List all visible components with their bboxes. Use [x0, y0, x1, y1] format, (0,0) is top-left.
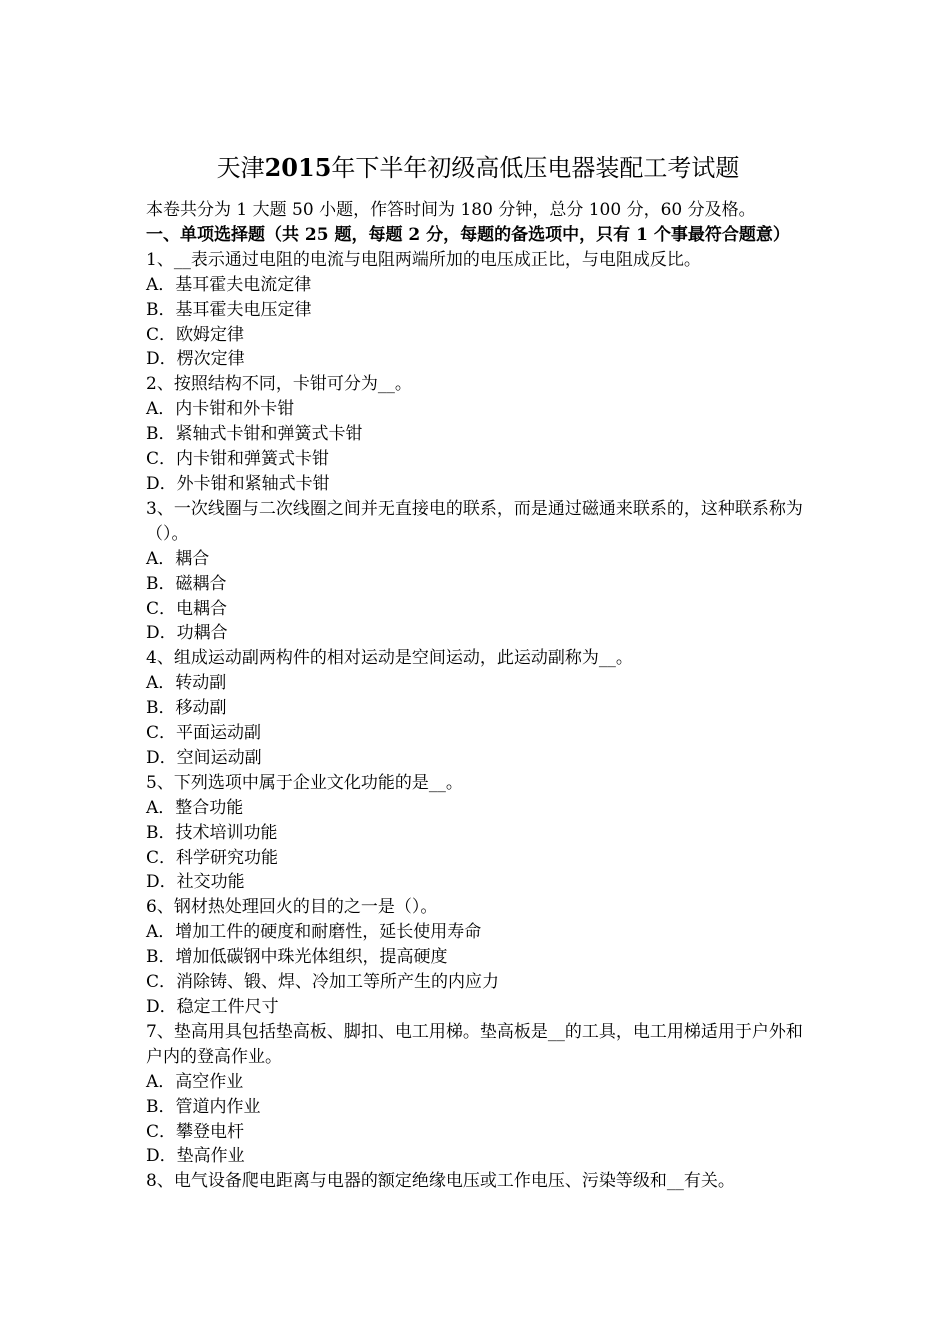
title-prefix: 天津 — [216, 154, 265, 182]
question-stem: 6、钢材热处理回火的目的之一是（）。 — [146, 897, 438, 918]
question-block — [146, 646, 810, 771]
question-stem: 2、按照结构不同，卡钳可分为__。 — [146, 374, 412, 395]
answer-option: C．攀登电杆 — [146, 1121, 245, 1142]
question-stem: 8、电气设备爬电距离与电器的额定绝缘电压或工作电压、污染等级和__有关。 — [146, 1171, 735, 1192]
answer-option: B．增加低碳钢中珠光体组织，提高硬度 — [146, 947, 448, 968]
answer-option: A．转动副 — [146, 673, 227, 694]
question-stem: 3、一次线圈与二次线圈之间并无直接电的联系，而是通过磁通来联系的，这种联系称为（）。 — [146, 498, 803, 544]
answer-option: C．欧姆定律 — [146, 324, 245, 345]
answer-option: C．科学研究功能 — [146, 847, 279, 868]
question-stem: 7、垫高用具包括垫高板、脚扣、电工用梯。垫高板是__的工具，电工用梯适用于户外和户内的登高作业。 — [146, 1021, 803, 1067]
answer-option: D．社交功能 — [146, 872, 245, 893]
answer-option: A．整合功能 — [146, 797, 244, 818]
answer-option: B．管道内作业 — [146, 1096, 261, 1117]
answer-option: B．基耳霍夫电压定律 — [146, 299, 312, 320]
document-title — [146, 148, 810, 188]
answer-option: D．楞次定律 — [146, 349, 245, 370]
question-stem: 1、__表示通过电阻的电流与电阻两端所加的电压成正比，与电阻成反比。 — [146, 249, 701, 270]
question-block — [146, 372, 810, 497]
answer-option: A．增加工件的硬度和耐磨性，延长使用寿命 — [146, 922, 482, 943]
answer-option: D．功耦合 — [146, 623, 228, 644]
document-page — [146, 148, 810, 1194]
answer-option: B．移动副 — [146, 698, 227, 719]
answer-option: D．外卡钳和紧轴式卡钳 — [146, 473, 330, 494]
answer-option: C．平面运动副 — [146, 723, 262, 744]
question-block — [146, 1169, 810, 1194]
answer-option: B．紧轴式卡钳和弹簧式卡钳 — [146, 424, 363, 445]
question-stem: 5、下列选项中属于企业文化功能的是__。 — [146, 772, 463, 793]
answer-option: D．空间运动副 — [146, 747, 262, 768]
answer-option: D．稳定工件尺寸 — [146, 997, 279, 1017]
answer-option: C．内卡钳和弹簧式卡钳 — [146, 449, 330, 470]
answer-option: A．高空作业 — [146, 1071, 244, 1092]
question-list — [146, 248, 810, 1194]
answer-option: A．基耳霍夫电流定律 — [146, 274, 312, 295]
answer-option: B．技术培训功能 — [146, 822, 278, 843]
title-year: 2015 — [264, 153, 332, 182]
answer-option: A．耦合 — [146, 548, 210, 569]
answer-option: A．内卡钳和外卡钳 — [146, 399, 295, 420]
answer-option: B．磁耦合 — [146, 573, 227, 594]
answer-option: C．消除铸、锻、焊、冷加工等所产生的内应力 — [146, 972, 500, 993]
question-block — [146, 248, 810, 373]
question-stem: 4、组成运动副两构件的相对运动是空间运动，此运动副称为__。 — [146, 648, 633, 669]
exam-intro: 本卷共分为 1 大题 50 小题，作答时间为 180 分钟，总分 100 分，60 分及格。 — [146, 200, 756, 220]
section-heading: 一、单项选择题（共 25 题，每题 2 分，每题的备选项中，只有 1 个事最符合题意） — [146, 224, 790, 245]
answer-option: D．垫高作业 — [146, 1146, 245, 1167]
question-block — [146, 771, 810, 896]
question-block — [146, 497, 810, 646]
title-suffix: 年下半年初级高低压电器装配工考试题 — [331, 154, 740, 182]
question-block — [146, 1020, 810, 1169]
answer-option: C．电耦合 — [146, 598, 228, 619]
question-block — [146, 895, 810, 1020]
